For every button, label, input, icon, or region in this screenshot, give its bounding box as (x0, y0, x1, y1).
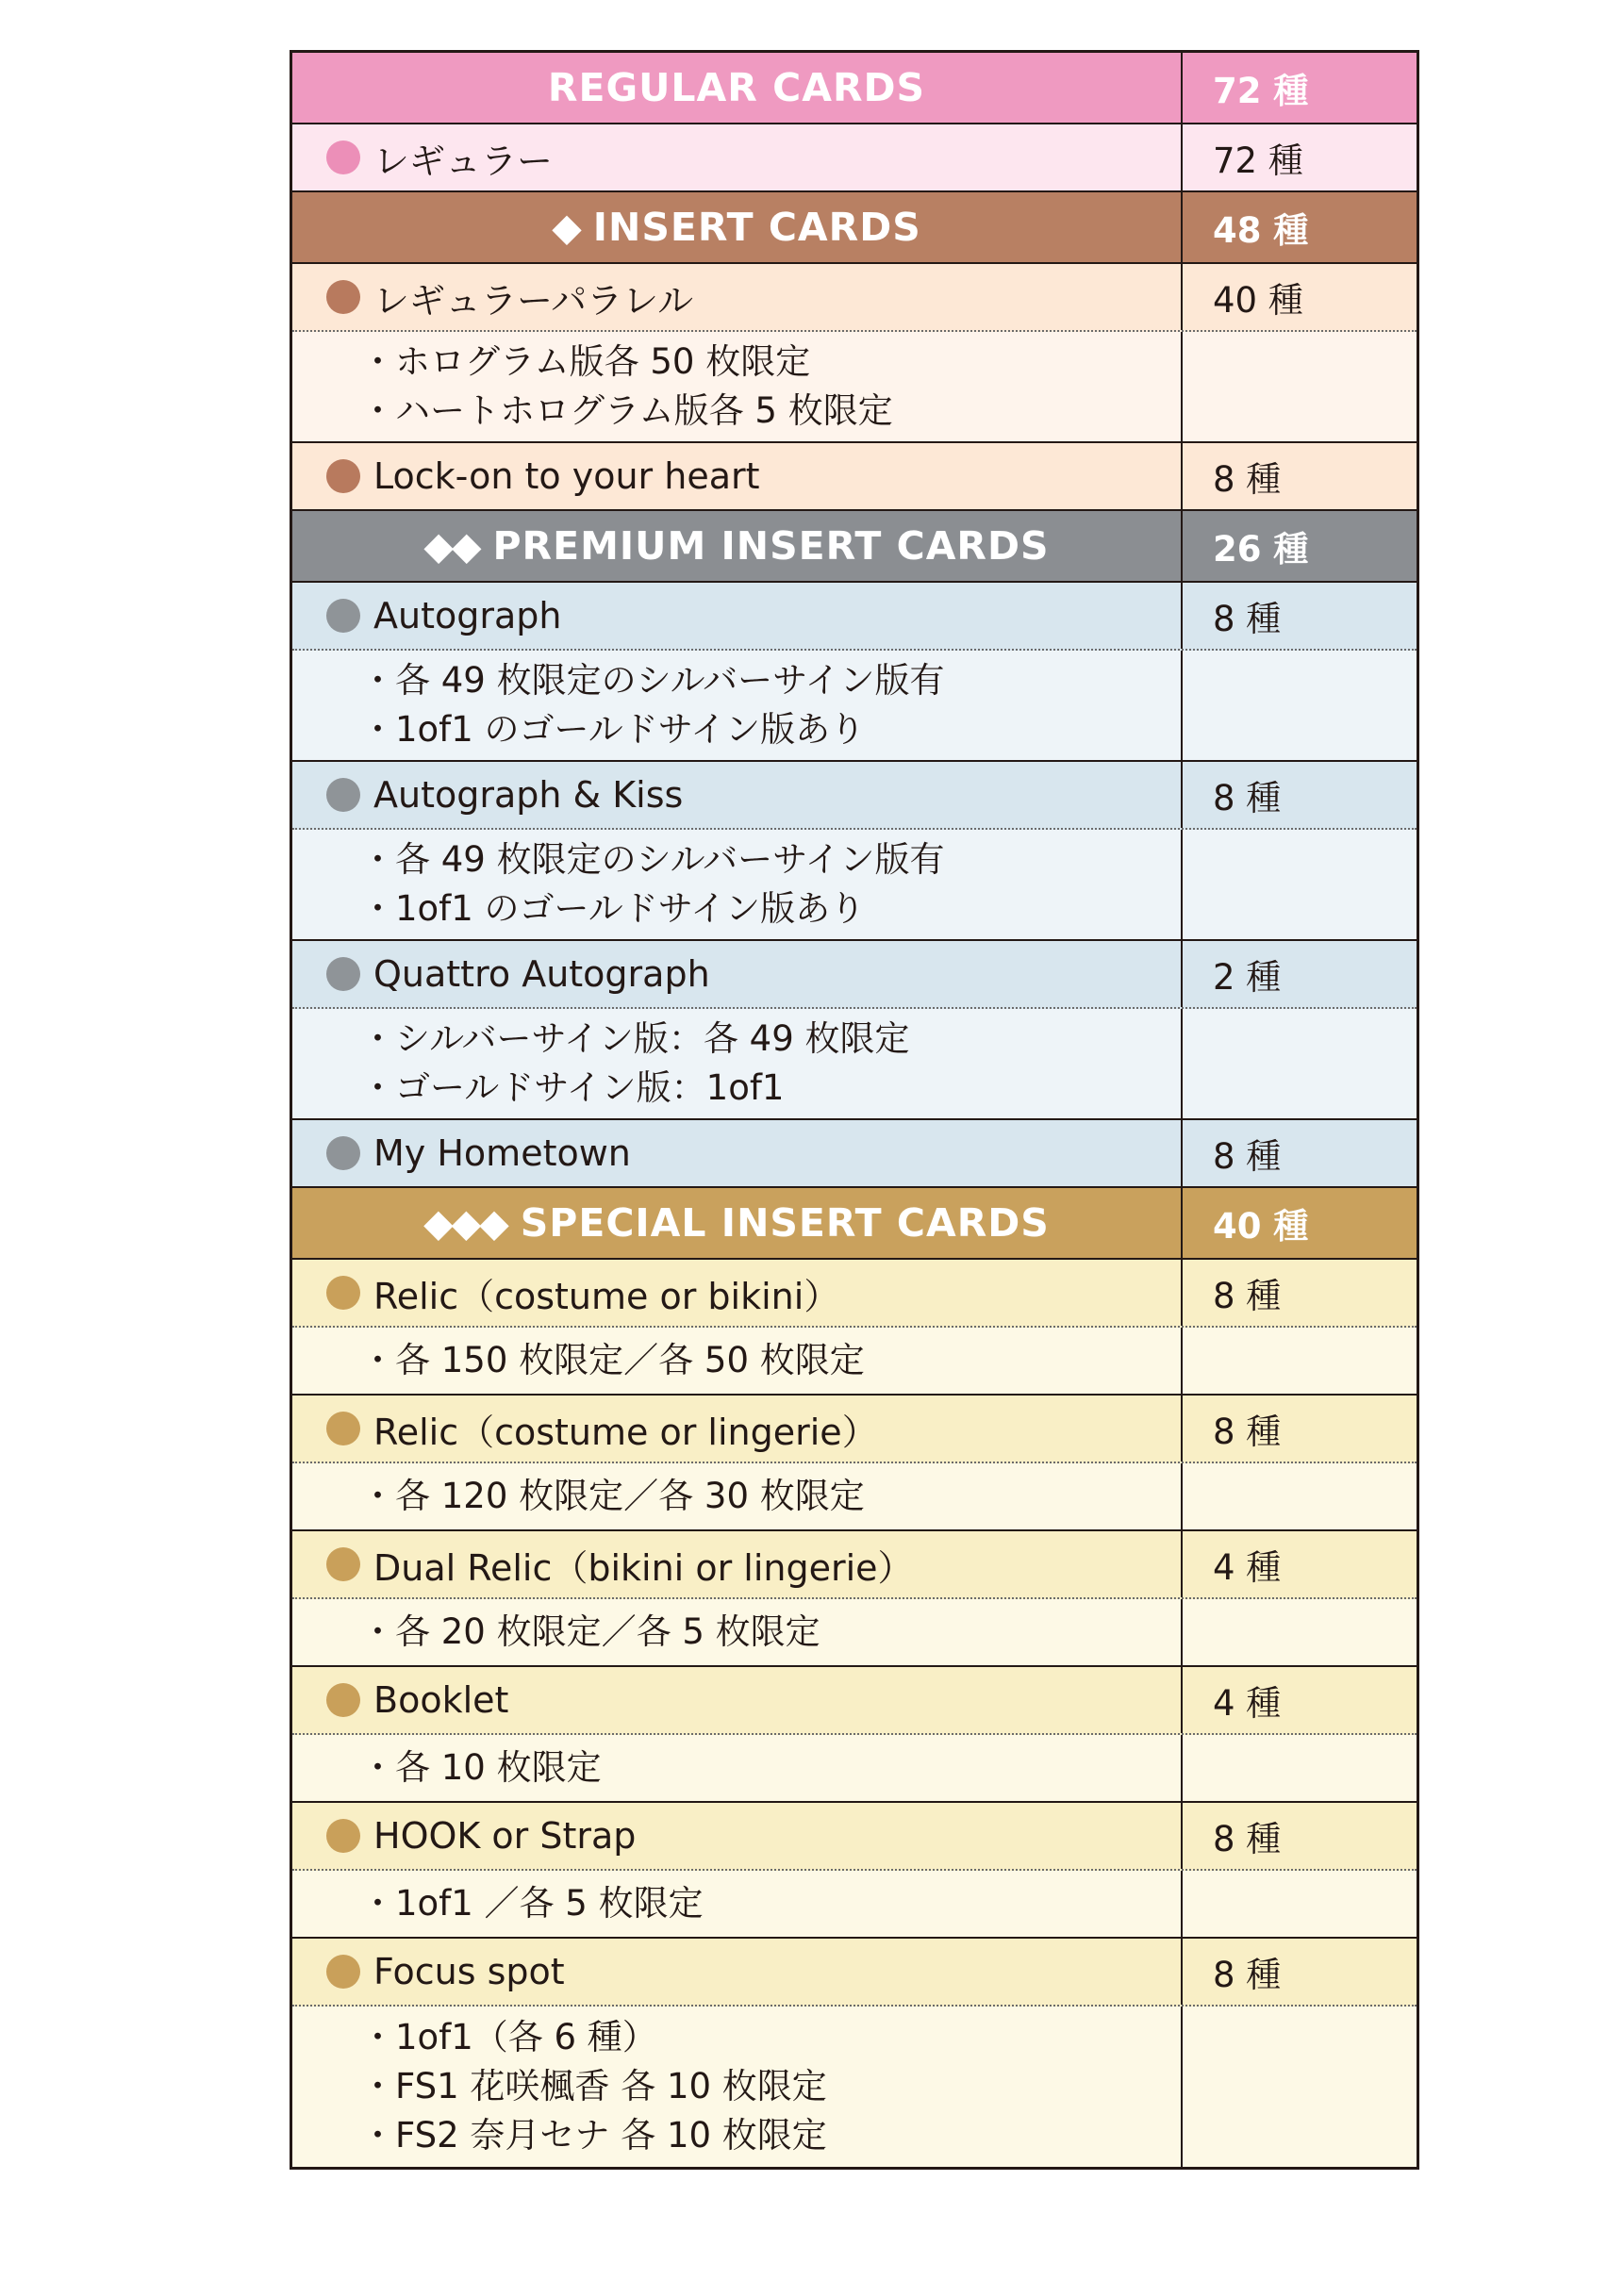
card-count: 8 種 (1213, 1819, 1282, 1859)
section-header-special (292, 1188, 1417, 1260)
card-name: Relic（costume or lingerie） (373, 1411, 878, 1453)
card-count: 8 種 (1213, 1412, 1282, 1452)
card-row (292, 1803, 1417, 1871)
card-row (292, 1667, 1417, 1735)
card-name: HOOK or Strap (373, 1815, 637, 1857)
bullet-dot-icon (326, 1955, 360, 1989)
card-count: 4 種 (1213, 1547, 1282, 1588)
card-detail-row (292, 1009, 1417, 1120)
card-detail-line: ・ 1of1 のゴールドサイン版あり (360, 705, 865, 754)
card-detail-cell (292, 1599, 1183, 1665)
card-detail-row (292, 830, 1417, 941)
card-row (292, 762, 1417, 830)
card-count: 72 種 (1213, 140, 1303, 181)
card-row (292, 1531, 1417, 1599)
card-row (292, 941, 1417, 1009)
card-name-cell (292, 1939, 1183, 2005)
bullet-dot-icon (326, 280, 360, 314)
card-row (292, 1120, 1417, 1188)
card-detail-line: ・ 1of1 ／各 5 枚限定 (360, 1879, 704, 1928)
section-header-premium (292, 511, 1417, 583)
card-count: 8 種 (1213, 778, 1282, 818)
card-name-cell (292, 1396, 1183, 1462)
section-count: 72 種 (1213, 71, 1309, 111)
card-detail-cell (292, 1009, 1183, 1118)
card-name: My Hometown (373, 1132, 631, 1174)
card-count: 8 種 (1213, 1276, 1282, 1316)
empty-count-cell (1183, 332, 1417, 441)
card-count: 8 種 (1213, 459, 1282, 500)
section-title: SPECIAL INSERT CARDS (520, 1200, 1050, 1246)
card-name: Autograph & Kiss (373, 774, 684, 816)
card-count: 40 種 (1213, 280, 1303, 321)
card-detail-line: ・ FS2 奈月セナ 各 10 枚限定 (360, 2111, 827, 2160)
empty-count-cell (1183, 1009, 1417, 1118)
bullet-dot-icon (326, 1819, 360, 1853)
card-name-cell (292, 1260, 1183, 1326)
card-name-cell (292, 762, 1183, 828)
section-count: 40 種 (1213, 1206, 1309, 1247)
card-row (292, 583, 1417, 651)
card-detail-row (292, 1463, 1417, 1531)
card-name: Quattro Autograph (373, 953, 710, 995)
card-count: 8 種 (1213, 1955, 1282, 1995)
card-detail-line: ・ ホログラム版各 50 枚限定 (360, 338, 810, 387)
card-detail-line: ・ 1of1（各 6 種） (360, 2013, 657, 2062)
empty-count-cell (1183, 1599, 1417, 1665)
section-title-cell (292, 192, 1183, 262)
card-detail-cell (292, 651, 1183, 760)
card-name-cell (292, 1120, 1183, 1186)
empty-count-cell (1183, 651, 1417, 760)
bullet-dot-icon (326, 140, 360, 174)
bullet-dot-icon (326, 1136, 360, 1170)
diamond-icon: ◆ (552, 205, 580, 250)
card-detail-row (292, 1735, 1417, 1803)
card-detail-cell (292, 332, 1183, 441)
card-count: 8 種 (1213, 599, 1282, 639)
card-detail-cell (292, 1735, 1183, 1801)
bullet-dot-icon (326, 1547, 360, 1581)
bullet-dot-icon (326, 957, 360, 991)
card-detail-row (292, 651, 1417, 762)
diamond-icon: ◆◆ (423, 523, 480, 569)
empty-count-cell (1183, 1463, 1417, 1529)
card-name: Autograph (373, 595, 562, 636)
card-count: 8 種 (1213, 1136, 1282, 1177)
card-list-table (290, 50, 1419, 2170)
card-detail-cell (292, 1871, 1183, 1937)
card-row (292, 443, 1417, 511)
card-detail-cell (292, 1463, 1183, 1529)
card-detail-line: ・ 各 49 枚限定のシルバーサイン版有 (360, 656, 945, 705)
card-name: Relic（costume or bikini） (373, 1275, 840, 1317)
section-title-cell (292, 1188, 1183, 1258)
card-detail-line: ・ 各 10 枚限定 (360, 1743, 602, 1792)
card-row (292, 1260, 1417, 1328)
section-title-cell (292, 53, 1183, 123)
card-count: 2 種 (1213, 957, 1282, 998)
bullet-dot-icon (326, 599, 360, 633)
bullet-dot-icon (326, 778, 360, 812)
card-row (292, 1939, 1417, 2007)
card-detail-cell (292, 2007, 1183, 2167)
card-name-cell (292, 264, 1183, 330)
card-name-cell (292, 941, 1183, 1007)
empty-count-cell (1183, 1735, 1417, 1801)
bullet-dot-icon (326, 459, 360, 493)
section-title-cell (292, 511, 1183, 581)
card-detail-line: ・ ハートホログラム版各 5 枚限定 (360, 387, 893, 436)
card-name-cell (292, 443, 1183, 509)
card-name: Dual Relic（bikini or lingerie） (373, 1546, 914, 1589)
bullet-dot-icon (326, 1276, 360, 1310)
card-detail-row (292, 1328, 1417, 1396)
section-header-regular (292, 53, 1417, 124)
card-detail-row (292, 1599, 1417, 1667)
section-count: 26 種 (1213, 529, 1309, 570)
empty-count-cell (1183, 1328, 1417, 1394)
card-row (292, 1396, 1417, 1463)
card-detail-line: ・ 各 49 枚限定のシルバーサイン版有 (360, 835, 945, 884)
card-name: レギュラー (373, 140, 554, 182)
empty-count-cell (1183, 830, 1417, 939)
card-row (292, 264, 1417, 332)
card-detail-line: ・ 各 120 枚限定／各 30 枚限定 (360, 1472, 865, 1521)
card-name: レギュラーパラレル (373, 279, 694, 322)
section-title: INSERT CARDS (592, 205, 921, 250)
card-name-cell (292, 124, 1183, 190)
section-count: 48 種 (1213, 210, 1309, 251)
card-detail-row (292, 1871, 1417, 1939)
card-detail-cell (292, 1328, 1183, 1394)
card-detail-line: ・ 1of1 のゴールドサイン版あり (360, 884, 865, 933)
card-row (292, 124, 1417, 192)
card-name-cell (292, 1803, 1183, 1869)
card-name: Lock-on to your heart (373, 455, 760, 497)
card-detail-line: ・ シルバーサイン版：各 49 枚限定 (360, 1015, 910, 1064)
card-detail-line: ・ 各 150 枚限定／各 50 枚限定 (360, 1336, 865, 1385)
empty-count-cell (1183, 2007, 1417, 2167)
card-name-cell (292, 583, 1183, 649)
section-title: PREMIUM INSERT CARDS (492, 523, 1050, 569)
card-name: Focus spot (373, 1951, 565, 1992)
diamond-icon: ◆◆◆ (423, 1200, 507, 1246)
card-detail-line: ・ FS1 花咲楓香 各 10 枚限定 (360, 2062, 827, 2111)
card-name-cell (292, 1667, 1183, 1733)
card-detail-row (292, 332, 1417, 443)
bullet-dot-icon (326, 1412, 360, 1445)
card-detail-row (292, 2007, 1417, 2167)
card-count: 4 種 (1213, 1683, 1282, 1724)
card-detail-line: ・ 各 20 枚限定／各 5 枚限定 (360, 1608, 820, 1657)
section-title: REGULAR CARDS (547, 65, 926, 110)
card-name: Booklet (373, 1679, 509, 1721)
empty-count-cell (1183, 1871, 1417, 1937)
card-detail-cell (292, 830, 1183, 939)
card-name-cell (292, 1531, 1183, 1597)
card-detail-line: ・ ゴールドサイン版：1of1 (360, 1064, 784, 1113)
section-header-insert (292, 192, 1417, 264)
bullet-dot-icon (326, 1683, 360, 1717)
